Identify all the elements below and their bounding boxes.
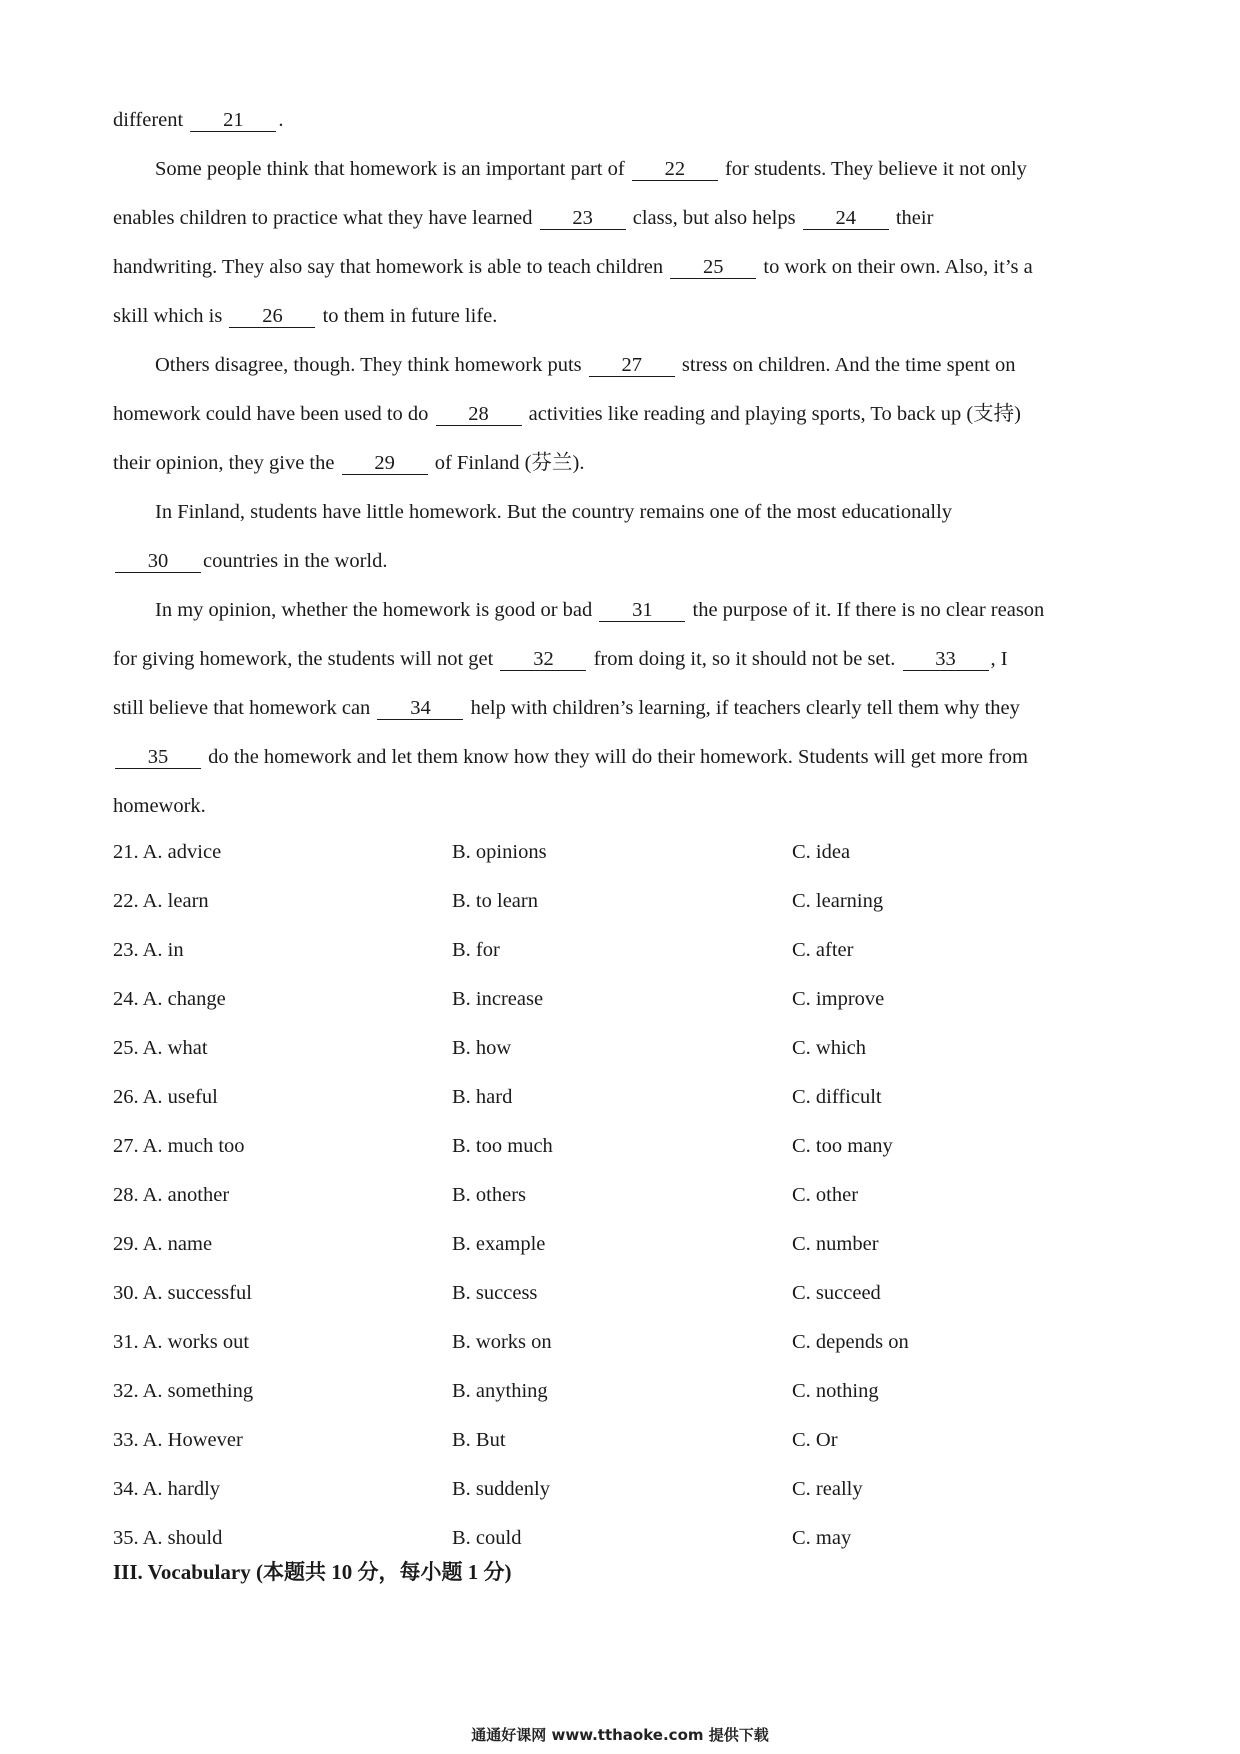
passage-text: from doing it, so it should not be set. xyxy=(588,648,901,670)
option-a: 24. A. change xyxy=(113,988,226,1010)
passage-line xyxy=(113,684,1133,733)
option-c: C. other xyxy=(792,1184,859,1206)
option-c: C. succeed xyxy=(792,1282,881,1304)
passage-text: different xyxy=(113,109,189,131)
option-row xyxy=(113,877,1133,926)
answer-options xyxy=(113,828,1133,1563)
passage-text: to work on their own. Also, it’s a xyxy=(758,256,1033,278)
option-c: C. which xyxy=(792,1037,867,1059)
passage-text: the purpose of it. If there is no clear reason xyxy=(687,599,1045,621)
option-b: B. But xyxy=(452,1429,506,1451)
option-b: B. increase xyxy=(452,988,544,1010)
option-row xyxy=(113,1122,1133,1171)
option-a: 34. A. hardly xyxy=(113,1478,221,1500)
passage-line xyxy=(113,733,1133,782)
option-c: C. number xyxy=(792,1233,879,1255)
option-c: C. really xyxy=(792,1478,863,1500)
blank-28: 28 xyxy=(436,403,522,426)
option-b: B. others xyxy=(452,1184,527,1206)
option-a: 22. A. learn xyxy=(113,890,209,912)
passage-text: their opinion, they give the xyxy=(113,452,340,474)
passage-text: for students. They believe it not only xyxy=(719,158,1027,180)
option-b: B. hard xyxy=(452,1086,513,1108)
passage-text: help with children’s learning, if teachers clearly tell them why they xyxy=(465,697,1020,719)
option-b: B. could xyxy=(452,1527,522,1549)
blank-35: 35 xyxy=(115,746,201,769)
option-b: B. works on xyxy=(452,1331,552,1353)
option-b: B. to learn xyxy=(452,890,538,912)
option-a: 27. A. much too xyxy=(113,1135,245,1157)
passage-text: Others disagree, though. They think homework puts xyxy=(155,354,587,376)
option-a: 35. A. should xyxy=(113,1527,223,1549)
option-b: B. opinions xyxy=(452,841,547,863)
blank-32: 32 xyxy=(500,648,586,671)
passage-text: enables children to practice what they have learned xyxy=(113,207,538,229)
passage-line xyxy=(113,635,1133,684)
passage-text: their xyxy=(890,207,934,229)
passage-line xyxy=(113,243,1133,292)
option-c: C. learning xyxy=(792,890,884,912)
option-row xyxy=(113,1073,1133,1122)
option-c: C. after xyxy=(792,939,854,961)
option-c: C. too many xyxy=(792,1135,893,1157)
option-row xyxy=(113,1171,1133,1220)
passage-text: do the homework and let them know how they will do their homework. Students will get more from xyxy=(203,746,1028,768)
passage-text: of Finland (芬兰). xyxy=(429,452,585,474)
option-c: C. Or xyxy=(792,1429,838,1451)
passage-line xyxy=(113,292,1133,341)
passage-text: . xyxy=(278,109,284,131)
blank-25: 25 xyxy=(670,256,756,279)
option-c: C. may xyxy=(792,1527,852,1549)
passage-text: handwriting. They also say that homework is able to teach children xyxy=(113,256,669,278)
passage-text: skill which is xyxy=(113,305,228,327)
blank-33: 33 xyxy=(903,648,989,671)
passage-text: activities like reading and playing sports, To back up (支持) xyxy=(523,403,1021,425)
passage-line xyxy=(113,782,1133,831)
passage-text: stress on children. And the time spent on xyxy=(676,354,1016,376)
option-b: B. how xyxy=(452,1037,512,1059)
blank-34: 34 xyxy=(377,697,463,720)
option-b: B. success xyxy=(452,1282,538,1304)
option-a: 21. A. advice xyxy=(113,841,222,863)
passage-line xyxy=(113,341,1133,390)
option-c: C. improve xyxy=(792,988,885,1010)
option-row xyxy=(113,975,1133,1024)
passage-text: countries in the world. xyxy=(203,550,388,572)
section-heading: III. Vocabulary (本题共 10 分，每小题 1 分) xyxy=(113,1560,512,1584)
option-c: C. idea xyxy=(792,841,851,863)
blank-22: 22 xyxy=(632,158,718,181)
option-a: 25. A. what xyxy=(113,1037,208,1059)
option-c: C. depends on xyxy=(792,1331,909,1353)
option-b: B. example xyxy=(452,1233,546,1255)
option-b: B. anything xyxy=(452,1380,548,1402)
option-c: C. difficult xyxy=(792,1086,882,1108)
reading-passage xyxy=(113,96,1133,831)
option-b: B. too much xyxy=(452,1135,553,1157)
blank-29: 29 xyxy=(342,452,428,475)
passage-line xyxy=(113,488,1133,537)
passage-text: , I xyxy=(990,648,1008,670)
blank-27: 27 xyxy=(589,354,675,377)
option-a: 29. A. name xyxy=(113,1233,213,1255)
option-row xyxy=(113,1416,1133,1465)
passage-text: homework could have been used to do xyxy=(113,403,434,425)
option-a: 32. A. something xyxy=(113,1380,254,1402)
option-row xyxy=(113,1367,1133,1416)
passage-line xyxy=(113,390,1133,439)
passage-text: In my opinion, whether the homework is good or bad xyxy=(155,599,598,621)
option-a: 30. A. successful xyxy=(113,1282,252,1304)
blank-23: 23 xyxy=(540,207,626,230)
option-row xyxy=(113,1465,1133,1514)
option-row xyxy=(113,828,1133,877)
option-row xyxy=(113,1318,1133,1367)
option-a: 26. A. useful xyxy=(113,1086,218,1108)
option-row xyxy=(113,926,1133,975)
option-row xyxy=(113,1024,1133,1073)
blank-21: 21 xyxy=(190,109,276,132)
passage-text: for giving homework, the students will not get xyxy=(113,648,499,670)
passage-line xyxy=(113,586,1133,635)
option-b: B. for xyxy=(452,939,500,961)
passage-text: Some people think that homework is an important part of xyxy=(155,158,630,180)
option-a: 33. A. However xyxy=(113,1429,243,1451)
option-a: 23. A. in xyxy=(113,939,184,961)
passage-line xyxy=(113,537,1133,586)
option-c: C. nothing xyxy=(792,1380,879,1402)
passage-text: homework. xyxy=(113,795,206,817)
option-a: 31. A. works out xyxy=(113,1331,250,1353)
passage-line xyxy=(113,439,1133,488)
option-b: B. suddenly xyxy=(452,1478,550,1500)
passage-text: In Finland, students have little homework. But the country remains one of the most educationally xyxy=(155,501,953,523)
passage-line xyxy=(113,145,1133,194)
passage-text: still believe that homework can xyxy=(113,697,376,719)
passage-line xyxy=(113,194,1133,243)
blank-30: 30 xyxy=(115,550,201,573)
page-footer: 通通好课网 www.tthaoke.com 提供下载 xyxy=(471,1726,769,1744)
passage-text: class, but also helps xyxy=(627,207,801,229)
blank-31: 31 xyxy=(599,599,685,622)
blank-24: 24 xyxy=(803,207,889,230)
option-row xyxy=(113,1269,1133,1318)
blank-26: 26 xyxy=(229,305,315,328)
passage-line xyxy=(113,96,1133,145)
passage-text: to them in future life. xyxy=(317,305,498,327)
option-a: 28. A. another xyxy=(113,1184,230,1206)
option-row xyxy=(113,1220,1133,1269)
